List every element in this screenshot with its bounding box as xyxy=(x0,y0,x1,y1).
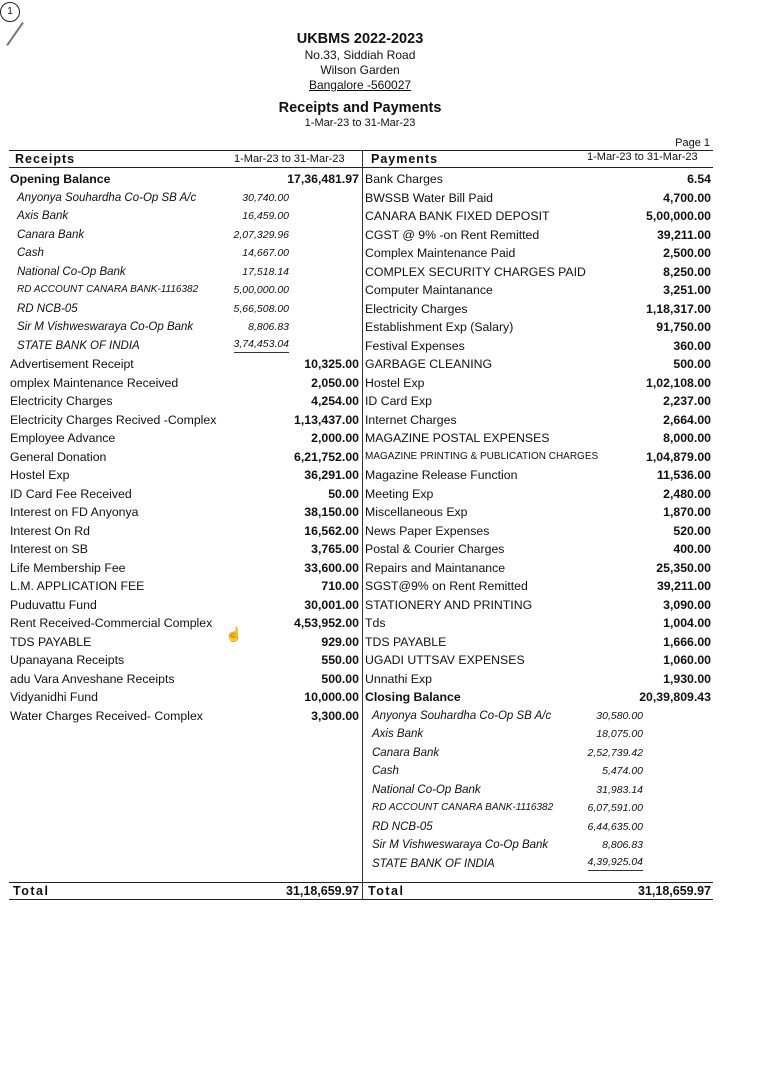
ledger-row xyxy=(9,448,361,467)
ledger-name: Cash xyxy=(372,765,399,777)
ledger-name: Interest on SB xyxy=(10,542,88,556)
ledger-name: GARBAGE CLEANING xyxy=(365,357,493,371)
payments-heading: Payments xyxy=(371,152,439,166)
ledger-row xyxy=(364,189,713,208)
ledger-name: adu Vara Anveshane Receipts xyxy=(10,671,175,686)
ledger-name: RD ACCOUNT CANARA BANK-1116382 xyxy=(372,802,554,813)
sub-account-row xyxy=(9,281,361,300)
ledger-amount: 520.00 xyxy=(673,523,711,538)
ledger-name: Meeting Exp xyxy=(365,486,434,501)
ledger-name: Sir M Vishweswaraya Co-Op Bank xyxy=(372,839,549,851)
sub-account-row xyxy=(364,818,713,837)
ledger-amount: 2,500.00 xyxy=(663,246,711,260)
ledger-row xyxy=(9,374,361,393)
ledger-amount: 1,02,108.00 xyxy=(646,375,711,390)
ledger-amount: 39,211.00 xyxy=(656,579,711,593)
ledger-amount: 4,700.00 xyxy=(663,190,711,205)
ledger-row xyxy=(9,670,361,689)
ledger-name: Canara Bank xyxy=(17,228,85,241)
ledger-row xyxy=(9,485,361,504)
ledger-row xyxy=(9,411,361,430)
address-line-1: No.33, Siddiah Road xyxy=(304,48,416,62)
sub-account-row xyxy=(9,263,361,282)
ledger-name: Miscellaneous Exp xyxy=(365,505,468,519)
ledger-row xyxy=(9,170,361,189)
sub-account-amount: 5,474.00 xyxy=(602,765,643,777)
sub-account-amount: 30,740.00 xyxy=(242,191,289,204)
receipts-column xyxy=(9,170,361,725)
ledger-amount: 10,325.00 xyxy=(304,357,359,371)
ledger-amount: 1,870.00 xyxy=(663,505,711,519)
sub-account-amount: 6,44,635.00 xyxy=(587,820,643,833)
ledger-row xyxy=(9,392,361,411)
receipts-payments-table xyxy=(9,150,713,900)
ledger-row xyxy=(364,355,713,374)
sub-account-amount: 8,806.83 xyxy=(602,839,643,851)
ledger-row xyxy=(364,374,713,393)
payments-column xyxy=(364,170,713,873)
ledger-amount: 4,254.00 xyxy=(311,394,359,408)
ledger-row xyxy=(9,577,361,596)
sub-account-amount: 5,66,508.00 xyxy=(233,302,289,315)
ledger-name: Electricity Charges xyxy=(365,301,468,316)
ledger-row xyxy=(9,355,361,374)
sub-account-amount: 6,07,591.00 xyxy=(587,802,643,814)
ledger-row xyxy=(9,614,361,633)
sub-account-row xyxy=(364,855,713,874)
sub-account-row xyxy=(9,226,361,245)
sub-account-amount: 3,74,453.04 xyxy=(234,337,289,353)
ledger-row xyxy=(364,651,713,670)
ledger-amount: 50.00 xyxy=(328,486,359,501)
ledger-amount: 36,291.00 xyxy=(304,468,359,482)
receipts-total-row xyxy=(9,883,361,899)
ledger-name: Axis Bank xyxy=(372,728,424,740)
sub-account-amount: 17,518.14 xyxy=(242,265,289,278)
ledger-row xyxy=(9,429,361,448)
address-line-3: Bangalore -560027 xyxy=(308,78,412,92)
report-title: Receipts and Payments xyxy=(278,100,442,116)
ledger-row xyxy=(364,263,713,282)
ledger-amount: 1,04,879.00 xyxy=(646,449,711,464)
ledger-name: Magazine Release Function xyxy=(365,468,518,482)
ledger-amount: 25,350.00 xyxy=(656,560,711,575)
ledger-amount: 929.00 xyxy=(321,634,359,649)
payments-period-heading: 1-Mar-23 to 31-Mar-23 xyxy=(587,151,698,163)
ledger-name: STATIONERY AND PRINTING xyxy=(365,597,533,612)
ledger-name: Closing Balance xyxy=(365,690,461,704)
address-line-2: Wilson Garden xyxy=(320,63,400,77)
ledger-amount: 1,004.00 xyxy=(663,616,711,630)
ledger-name: Opening Balance xyxy=(10,172,111,186)
ledger-name: Life Membership Fee xyxy=(10,560,126,575)
ledger-row xyxy=(364,540,713,559)
ledger-row xyxy=(364,281,713,300)
ledger-name: Electricity Charges Recived -Complex xyxy=(10,412,217,427)
ledger-name: STATE BANK OF INDIA xyxy=(372,857,495,870)
header-rule xyxy=(9,167,713,168)
ledger-name: CANARA BANK FIXED DEPOSIT xyxy=(365,209,550,223)
ledger-name: STATE BANK OF INDIA xyxy=(17,339,140,352)
ledger-name: ID Card Fee Received xyxy=(10,486,132,501)
ledger-name: National Co-Op Bank xyxy=(17,265,126,278)
ledger-amount: 30,001.00 xyxy=(304,597,359,612)
ledger-row xyxy=(364,318,713,337)
ledger-name: Tds xyxy=(365,616,386,630)
ledger-amount: 38,150.00 xyxy=(304,505,359,519)
ledger-name: ID Card Exp xyxy=(365,394,432,408)
ledger-name: Electricity Charges xyxy=(10,394,113,408)
ledger-name: Rent Received-Commercial Complex xyxy=(10,616,213,630)
sub-account-row xyxy=(364,836,713,855)
ledger-row xyxy=(9,522,361,541)
ledger-amount: 4,53,952.00 xyxy=(294,616,359,630)
sub-account-amount: 8,806.83 xyxy=(248,321,289,333)
ledger-amount: 3,251.00 xyxy=(663,283,711,297)
ledger-row xyxy=(364,448,713,467)
ledger-row xyxy=(9,633,361,652)
ledger-amount: 1,666.00 xyxy=(663,634,711,649)
ledger-name: MAGAZINE PRINTING & PUBLICATION CHARGES xyxy=(365,450,599,462)
ledger-amount: 550.00 xyxy=(321,653,359,667)
ledger-row xyxy=(364,300,713,319)
ledger-amount: 91,750.00 xyxy=(656,320,711,334)
ledger-name: omplex Maintenance Received xyxy=(10,375,179,390)
ledger-name: Axis Bank xyxy=(17,210,69,222)
ledger-amount: 3,300.00 xyxy=(311,708,359,723)
sub-account-amount: 14,667.00 xyxy=(242,247,289,259)
column-divider xyxy=(362,150,363,900)
ledger-amount: 500.00 xyxy=(321,671,359,686)
ledger-amount: 710.00 xyxy=(321,579,359,593)
ledger-row xyxy=(364,207,713,226)
ledger-name: News Paper Expenses xyxy=(365,523,490,538)
ledger-name: Bank Charges xyxy=(365,172,443,186)
ledger-row xyxy=(364,633,713,652)
ledger-name: Festival Expenses xyxy=(365,338,465,353)
page-indicator: Page 1 xyxy=(675,137,710,149)
ledger-row xyxy=(364,688,713,707)
ledger-amount: 3,765.00 xyxy=(311,542,359,556)
ledger-name: Unnathi Exp xyxy=(365,671,432,686)
ledger-name: RD NCB-05 xyxy=(372,820,433,833)
ledger-row xyxy=(364,226,713,245)
ledger-amount: 11,536.00 xyxy=(656,468,711,482)
sub-account-amount: 31,983.14 xyxy=(596,783,643,796)
ledger-name: Establishment Exp (Salary) xyxy=(365,320,514,334)
ledger-amount: 400.00 xyxy=(673,542,711,556)
ledger-amount: 8,250.00 xyxy=(663,264,711,279)
ledger-amount: 360.00 xyxy=(673,338,711,353)
ledger-amount: 500.00 xyxy=(673,357,711,371)
sub-account-amount: 4,39,925.04 xyxy=(588,855,643,871)
ledger-amount: 1,18,317.00 xyxy=(646,301,711,316)
ledger-row xyxy=(364,392,713,411)
ledger-row xyxy=(364,503,713,522)
sub-account-row xyxy=(364,707,713,726)
ledger-amount: 39,211.00 xyxy=(656,227,711,242)
ledger-row xyxy=(9,559,361,578)
report-header xyxy=(200,30,520,130)
ledger-row xyxy=(364,337,713,356)
sub-account-row xyxy=(364,725,713,744)
total-label: Total xyxy=(13,884,50,898)
page-number-circle: 1 xyxy=(0,2,20,22)
ledger-amount: 20,39,809.43 xyxy=(639,690,711,704)
ledger-name: COMPLEX SECURITY CHARGES PAID xyxy=(365,264,586,279)
receipts-heading: Receipts xyxy=(15,152,76,166)
receipts-period-heading: 1-Mar-23 to 31-Mar-23 xyxy=(234,153,345,165)
sub-account-row xyxy=(364,744,713,763)
ledger-name: Water Charges Received- Complex xyxy=(10,708,203,723)
ledger-row xyxy=(364,596,713,615)
receipts-total-amount: 31,18,659.97 xyxy=(286,884,359,898)
ledger-name: UGADI UTTSAV EXPENSES xyxy=(365,653,525,667)
ledger-name: Interest On Rd xyxy=(10,523,90,538)
sub-account-amount: 5,00,000.00 xyxy=(233,284,289,296)
ledger-row xyxy=(9,596,361,615)
ledger-row xyxy=(9,651,361,670)
ledger-row xyxy=(364,559,713,578)
sub-account-row xyxy=(9,207,361,226)
ledger-name: Employee Advance xyxy=(10,431,116,445)
ledger-amount: 2,480.00 xyxy=(663,486,711,501)
ledger-name: Sir M Vishweswaraya Co-Op Bank xyxy=(17,321,194,333)
ledger-row xyxy=(364,170,713,189)
ledger-amount: 2,664.00 xyxy=(663,412,711,427)
payments-total-amount: 31,18,659.97 xyxy=(638,884,711,898)
sub-account-row xyxy=(9,300,361,319)
organization-name: UKBMS 2022-2023 xyxy=(296,31,424,47)
sub-account-amount: 18,075.00 xyxy=(596,728,643,740)
sub-account-row xyxy=(9,244,361,263)
ledger-row xyxy=(9,540,361,559)
ledger-row xyxy=(364,614,713,633)
ledger-name: L.M. APPLICATION FEE xyxy=(10,579,145,593)
ledger-amount: 8,000.00 xyxy=(663,431,711,445)
ledger-name: Computer Maintanance xyxy=(365,283,493,297)
ledger-name: Vidyanidhi Fund xyxy=(10,690,98,704)
ledger-amount: 1,060.00 xyxy=(663,653,711,667)
ledger-amount: 6.54 xyxy=(687,172,711,186)
ledger-amount: 17,36,481.97 xyxy=(287,172,359,186)
ledger-name: RD NCB-05 xyxy=(17,302,78,315)
ledger-amount: 2,050.00 xyxy=(311,375,359,390)
ledger-name: TDS PAYABLE xyxy=(10,634,92,649)
sub-account-row xyxy=(364,762,713,781)
ledger-amount: 10,000.00 xyxy=(304,690,359,704)
ledger-name: Hostel Exp xyxy=(365,375,425,390)
ledger-amount: 1,13,437.00 xyxy=(294,412,359,427)
ledger-name: TDS PAYABLE xyxy=(365,634,447,649)
ledger-row xyxy=(9,707,361,726)
sub-account-row xyxy=(9,337,361,356)
report-period: 1-Mar-23 to 31-Mar-23 xyxy=(304,117,416,129)
ledger-row xyxy=(9,688,361,707)
ledger-row xyxy=(364,577,713,596)
ledger-amount: 6,21,752.00 xyxy=(294,449,359,464)
ledger-row xyxy=(9,466,361,485)
ledger-name: Repairs and Maintanance xyxy=(365,560,506,575)
ledger-row xyxy=(364,670,713,689)
payments-total-row xyxy=(364,883,713,899)
ledger-row xyxy=(9,503,361,522)
ledger-row xyxy=(364,429,713,448)
sub-account-row xyxy=(364,781,713,800)
ledger-name: RD ACCOUNT CANARA BANK-1116382 xyxy=(17,284,199,295)
ledger-amount: 2,237.00 xyxy=(663,394,711,408)
total-bottom-rule xyxy=(9,899,713,900)
ledger-name: Complex Maintenance Paid xyxy=(365,246,516,260)
ledger-name: BWSSB Water Bill Paid xyxy=(365,190,494,205)
ledger-row xyxy=(364,485,713,504)
ledger-name: Canara Bank xyxy=(372,746,440,759)
ledger-name: Postal & Courier Charges xyxy=(365,542,505,556)
sub-account-row xyxy=(9,318,361,337)
ledger-amount: 16,562.00 xyxy=(304,523,359,538)
ledger-amount: 5,00,000.00 xyxy=(646,209,711,223)
sub-account-row xyxy=(364,799,713,818)
sub-account-amount: 16,459.00 xyxy=(242,210,289,222)
ledger-row xyxy=(364,466,713,485)
hand-cursor-icon: ☝ xyxy=(225,626,243,642)
ledger-name: Advertisement Receipt xyxy=(10,357,134,371)
ledger-name: CGST @ 9% -on Rent Remitted xyxy=(365,227,540,242)
ledger-amount: 2,000.00 xyxy=(311,431,359,445)
ledger-name: Upanayana Receipts xyxy=(10,653,125,667)
ledger-name: Anyonya Souhardha Co-Op SB A/c xyxy=(17,191,197,204)
sub-account-amount: 2,52,739.42 xyxy=(587,746,643,759)
ledger-name: Interest on FD Anyonya xyxy=(10,505,139,519)
sub-account-amount: 30,580.00 xyxy=(596,709,643,722)
ledger-row xyxy=(364,244,713,263)
ledger-name: Cash xyxy=(17,247,44,259)
ledger-name: Anyonya Souhardha Co-Op SB A/c xyxy=(372,709,552,722)
ledger-row xyxy=(364,522,713,541)
ledger-name: National Co-Op Bank xyxy=(372,783,481,796)
ledger-amount: 3,090.00 xyxy=(663,597,711,612)
ledger-name: SGST@9% on Rent Remitted xyxy=(365,579,528,593)
ledger-name: MAGAZINE POSTAL EXPENSES xyxy=(365,431,550,445)
sub-account-row xyxy=(9,189,361,208)
ledger-name: Hostel Exp xyxy=(10,468,70,482)
ledger-name: Puduvattu Fund xyxy=(10,597,97,612)
sub-account-amount: 2,07,329.96 xyxy=(233,228,289,241)
ledger-name: General Donation xyxy=(10,449,107,464)
pen-mark xyxy=(6,22,24,46)
ledger-amount: 1,930.00 xyxy=(663,671,711,686)
ledger-name: Internet Charges xyxy=(365,412,457,427)
ledger-amount: 33,600.00 xyxy=(304,560,359,575)
total-label: Total xyxy=(368,884,405,898)
ledger-row xyxy=(364,411,713,430)
